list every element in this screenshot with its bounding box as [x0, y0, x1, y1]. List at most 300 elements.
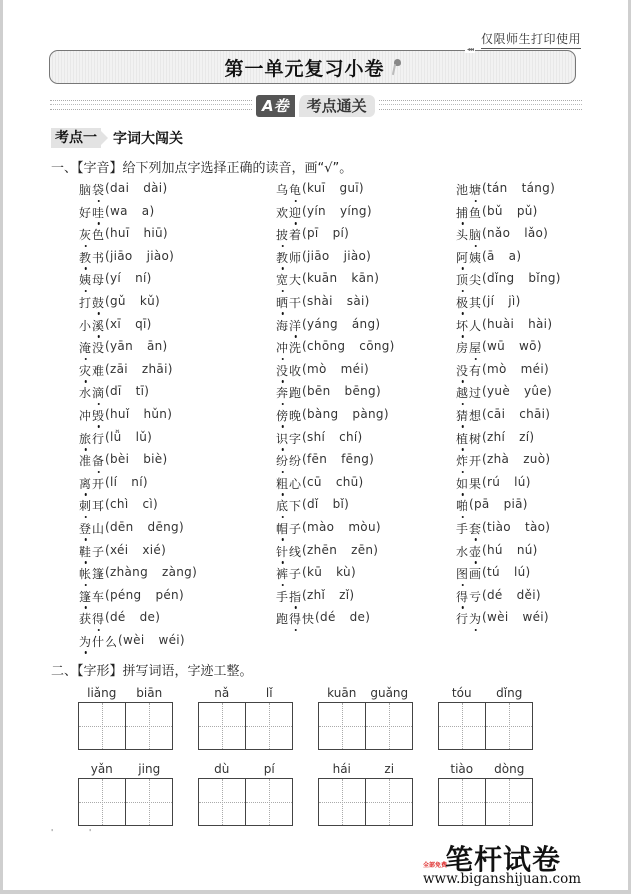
pronunciation-item: [79, 271, 197, 294]
pinyin-options: (bǔ pǔ): [482, 203, 538, 218]
pinyin-options: (mào mòu): [302, 519, 381, 534]
paper-section-bar: [50, 95, 582, 117]
pinyin-2: lǐ: [265, 686, 273, 700]
pinyin-option-2[interactable]: lǎo: [524, 226, 544, 241]
pinyin-option-1[interactable]: bèi: [110, 452, 130, 467]
pronunciation-item: [79, 520, 197, 543]
pinyin-options: (dai dài): [105, 181, 168, 195]
pinyin-option-2[interactable]: xié: [142, 542, 162, 557]
word: 晒干: [276, 295, 303, 310]
pinyin-1: yǎn: [90, 762, 113, 776]
pinyin-option-1[interactable]: lí: [110, 474, 118, 489]
pinyin-option-1[interactable]: mò: [307, 361, 327, 376]
pinyin-option-2[interactable]: zǐ: [339, 587, 350, 602]
pinyin-options: (dī tī): [105, 384, 150, 399]
section-heading: [51, 128, 183, 148]
pronunciation-item: [276, 430, 395, 453]
pinyin-option-2[interactable]: hiū: [143, 226, 163, 241]
pinyin-option-1[interactable]: fēn: [307, 452, 328, 467]
pinyin-options: (kū kù): [302, 565, 356, 580]
pinyin-option-2[interactable]: yíng: [339, 203, 367, 218]
pronunciation-item: [276, 226, 395, 249]
pronunciation-item: [276, 339, 395, 362]
pinyin-option-1[interactable]: dai: [110, 181, 130, 195]
pinyin-1: tóu: [451, 686, 472, 700]
question-2-prompt: 二、【字形】拼写词语，字迹工整。: [51, 664, 253, 679]
pronunciation-item: [456, 475, 561, 498]
pinyin-option-1[interactable]: cū: [307, 474, 322, 489]
pinyin-option-2[interactable]: kǔ: [139, 293, 155, 308]
pinyin-option-2[interactable]: biè: [143, 452, 163, 467]
pinyin-option-2[interactable]: pén: [155, 587, 179, 602]
watermark-name: 笔杆试卷: [445, 843, 562, 876]
word: 刺耳: [79, 499, 106, 514]
pinyin-option-1[interactable]: jiāo: [110, 248, 133, 263]
pinyin-option-2[interactable]: zí: [519, 429, 530, 444]
pinyin-option-2[interactable]: cōng: [359, 339, 390, 354]
pinyin-option-1[interactable]: péng: [110, 587, 142, 602]
pinyin-options: (dé de): [315, 610, 371, 625]
word: 准备: [79, 454, 106, 469]
pinyin-option-2[interactable]: yûe: [524, 384, 548, 399]
pronunciation-item: [456, 520, 561, 543]
pinyin-option-2[interactable]: sài: [346, 293, 365, 308]
pinyin-option-1[interactable]: huài: [487, 316, 515, 331]
pinyin-option-1[interactable]: yáng: [307, 316, 338, 331]
pinyin-option-2[interactable]: tào: [524, 519, 546, 534]
pinyin-option-1[interactable]: zhēn: [307, 542, 338, 557]
pinyin-options: (zhǐ zǐ): [302, 587, 355, 602]
pinyin-options: (jiāo jiào): [105, 248, 175, 263]
pinyin-option-1[interactable]: bàng: [307, 406, 339, 421]
tianzige-boxes: [198, 778, 293, 826]
watermark-url: www.biganshijuan.com: [423, 871, 582, 887]
pinyin-option-1[interactable]: xī: [110, 316, 122, 331]
pinyin-option-2[interactable]: a: [508, 248, 517, 263]
pinyin-option-1[interactable]: dé: [487, 587, 503, 602]
pinyin-option-1[interactable]: hú: [487, 542, 503, 557]
pronunciation-item: [456, 430, 561, 453]
writing-cell[interactable]: [199, 779, 245, 825]
pinyin-option-2[interactable]: pǔ: [516, 203, 533, 218]
writing-group: [78, 762, 173, 826]
pinyin-option-1[interactable]: kuān: [307, 271, 338, 286]
pinyin-option-2[interactable]: bǐng: [528, 271, 556, 286]
pinyin-options: (fēn fēng): [302, 452, 375, 467]
pinyin-1: tiào: [450, 762, 474, 776]
pinyin-option-1[interactable]: shài: [307, 293, 333, 308]
word: 淹没: [79, 341, 106, 356]
pinyin-options: (yí ní): [105, 271, 152, 286]
tianzige-boxes: [78, 778, 173, 826]
word: 捕鱼: [456, 205, 483, 220]
word: 篷车: [79, 589, 106, 604]
pronunciation-item: [79, 610, 197, 633]
pinyin-option-1[interactable]: zhà: [487, 452, 510, 467]
pinyin-row: [198, 686, 293, 702]
pinyin-option-2[interactable]: cì: [142, 497, 153, 512]
pinyin-options: (xī qī): [105, 316, 152, 331]
pinyin-option-2[interactable]: chí: [339, 429, 358, 444]
pronunciation-item: [456, 362, 561, 385]
pinyin-option-1[interactable]: kū: [307, 565, 323, 580]
pinyin-option-2[interactable]: wéi: [158, 632, 180, 647]
pronunciation-item: [276, 181, 395, 204]
pinyin-options: (wū wō): [482, 339, 542, 354]
pronunciation-item: [456, 226, 561, 249]
pinyin-option-2[interactable]: de: [139, 610, 156, 625]
pinyin-option-2[interactable]: jiào: [146, 248, 170, 263]
pinyin-options: (péng pén): [105, 587, 184, 602]
pinyin-option-2[interactable]: méi: [520, 361, 544, 376]
pinyin-options: (xéi xié): [105, 542, 167, 557]
pinyin-option-2[interactable]: hǔn: [143, 406, 168, 421]
pinyin-option-1[interactable]: shí: [307, 429, 326, 444]
pinyin-option-2[interactable]: bēng: [344, 384, 376, 399]
pinyin-option-1[interactable]: wa: [110, 203, 128, 218]
writing-cell[interactable]: [365, 703, 412, 749]
word: 头脑: [456, 228, 483, 243]
pinyin-option-2[interactable]: pí: [332, 226, 345, 241]
tianzige-boxes: [198, 702, 293, 750]
pinyin-option-2[interactable]: a: [141, 203, 150, 218]
pinyin-option-2[interactable]: kù: [336, 565, 351, 580]
pinyin-options: (pī pí): [302, 226, 350, 241]
pinyin-option-1[interactable]: ā: [487, 248, 495, 263]
pinyin-option-2[interactable]: wō: [519, 339, 537, 354]
title-banner: [49, 46, 576, 84]
pinyin-2: dòng: [494, 762, 525, 776]
pinyin-option-1[interactable]: jí: [487, 293, 495, 308]
pinyin-options: (chōng cōng): [302, 339, 395, 354]
pinyin-option-1[interactable]: dé: [110, 610, 126, 625]
pinyin-option-1[interactable]: huī: [110, 226, 130, 241]
word: 披着: [276, 228, 303, 243]
pronunciation-item: [456, 204, 561, 227]
word: 针线: [276, 544, 303, 559]
pronunciation-column-3: [456, 181, 561, 633]
pinyin-options: (zāi zhāi): [105, 361, 173, 376]
pinyin-option-1[interactable]: zhǐ: [307, 587, 326, 602]
writing-group: [78, 686, 173, 750]
word: 冲毁: [79, 408, 106, 423]
pinyin-option-2[interactable]: zàng: [162, 565, 193, 580]
writing-cell[interactable]: [319, 703, 365, 749]
word: 坏人: [456, 318, 483, 333]
pinyin-options: (ā a): [482, 248, 522, 263]
word: 识字: [276, 431, 303, 446]
pinyin-option-1[interactable]: kuī: [307, 181, 326, 195]
writing-group: [318, 686, 413, 750]
pinyin-options: (huài hài): [482, 316, 553, 331]
pinyin-options: (chì cì): [105, 497, 158, 512]
pinyin-options: (shài sài): [302, 293, 370, 308]
pinyin-options: (zhēn zēn): [302, 542, 379, 557]
pinyin-option-2[interactable]: hài: [528, 316, 548, 331]
word: 裤子: [276, 567, 303, 582]
pinyin-options: (hú nú): [482, 542, 538, 557]
pinyin-options: (dé děi): [482, 587, 541, 602]
pinyin-option-1[interactable]: jiāo: [307, 248, 330, 263]
pinyin-option-1[interactable]: tú: [487, 565, 500, 580]
pinyin-option-2[interactable]: mòu: [348, 519, 376, 534]
pinyin-options: (bàng pàng): [302, 406, 389, 421]
writing-group: [198, 762, 293, 826]
pronunciation-item: [456, 384, 561, 407]
pinyin-options: (cū chū): [302, 474, 364, 489]
pinyin-option-1[interactable]: yín: [307, 203, 326, 218]
pinyin-options: (lǚ lǔ): [105, 429, 153, 444]
pinyin-options: (nǎo lǎo): [482, 226, 549, 241]
pinyin-option-1[interactable]: yí: [110, 271, 122, 286]
pronunciation-item: [276, 588, 395, 611]
pinyin-option-2[interactable]: fēng: [341, 452, 370, 467]
writing-cell[interactable]: [439, 779, 485, 825]
word: 跑得快: [276, 612, 316, 627]
word: 鞋子: [79, 544, 106, 559]
pronunciation-item: [456, 407, 561, 430]
pinyin-option-1[interactable]: chì: [110, 497, 129, 512]
pinyin-row: [198, 762, 293, 778]
pinyin-2: jing: [138, 762, 161, 776]
pronunciation-item: [79, 452, 197, 475]
arrow-deco-icon: ◂◂◂: [466, 46, 473, 53]
pinyin-option-1[interactable]: wèi: [123, 632, 145, 647]
pinyin-option-1[interactable]: wū: [487, 339, 506, 354]
pinyin-options: (cāi chāi): [482, 406, 551, 421]
word: 纷纷: [276, 454, 303, 469]
paper-subtitle: 考点通关: [295, 95, 375, 117]
pinyin-option-2[interactable]: zuò: [523, 452, 546, 467]
pronunciation-item: [276, 294, 395, 317]
pinyin-options: (zhí zí): [482, 429, 535, 444]
word: 植树: [456, 431, 483, 446]
pinyin-option-2[interactable]: děi: [516, 587, 536, 602]
pinyin-option-1[interactable]: zhàng: [110, 565, 148, 580]
pronunciation-item: [79, 543, 197, 566]
writing-cell[interactable]: [125, 703, 172, 749]
pinyin-option-1[interactable]: dēn: [110, 519, 134, 534]
pinyin-option-1[interactable]: tán: [487, 181, 508, 195]
word: 水滴: [79, 386, 106, 401]
pinyin-options: (dé de): [105, 610, 161, 625]
pinyin-option-2[interactable]: dēng: [147, 519, 179, 534]
word: 获得: [79, 612, 106, 627]
word: 海洋: [276, 318, 303, 333]
pinyin-options: (yáng áng): [302, 316, 381, 331]
word: 奔跑: [276, 386, 303, 401]
word: 帐篷: [79, 567, 106, 582]
pinyin-options: (bēn bēng): [302, 384, 381, 399]
writing-cell[interactable]: [199, 703, 245, 749]
pinyin-option-1[interactable]: tiào: [487, 519, 511, 534]
word: 打鼓: [79, 295, 106, 310]
word: 乌龟: [276, 183, 303, 197]
pinyin-option-2[interactable]: kān: [351, 271, 375, 286]
pinyin-options: (bèi biè): [105, 452, 168, 467]
word: 得亏: [456, 589, 483, 604]
word: 脑袋: [79, 183, 106, 197]
pinyin-option-1[interactable]: huǐ: [110, 406, 130, 421]
stray-mark: ': [51, 828, 54, 837]
pinyin-option-2[interactable]: wéi: [522, 610, 544, 625]
pinyin-1: kuān: [327, 686, 357, 700]
pinyin-option-1[interactable]: pā: [474, 497, 490, 512]
pronunciation-item: [276, 384, 395, 407]
pinyin-option-1[interactable]: gǔ: [110, 293, 126, 308]
pinyin-options: (lí ní): [105, 474, 148, 489]
pronunciation-item: [276, 475, 395, 498]
word: 行为: [456, 612, 483, 627]
word: 手指: [276, 589, 303, 604]
pinyin-option-1[interactable]: zhí: [487, 429, 506, 444]
pinyin-option-2[interactable]: pàng: [352, 406, 384, 421]
pinyin-option-1[interactable]: mò: [487, 361, 507, 376]
word: 教书: [79, 250, 106, 265]
pinyin-option-2[interactable]: piā: [503, 497, 523, 512]
pinyin-options: (wa a): [105, 203, 155, 218]
pinyin-option-2[interactable]: méi: [340, 361, 364, 376]
pronunciation-item: [79, 249, 197, 272]
pinyin-option-2[interactable]: lǔ: [135, 429, 148, 444]
writing-cell[interactable]: [365, 779, 412, 825]
pinyin-option-1[interactable]: mào: [307, 519, 335, 534]
pinyin-2: zi: [384, 762, 395, 776]
pinyin-option-1[interactable]: dī: [110, 384, 122, 399]
pinyin-options: (wèi wéi): [118, 632, 185, 647]
word: 冲洗: [276, 341, 303, 356]
pronunciation-item: [276, 271, 395, 294]
word: 没收: [276, 363, 303, 378]
pinyin-option-2[interactable]: zhāi: [141, 361, 168, 376]
pinyin-option-1[interactable]: dǐng: [487, 271, 515, 286]
pinyin-option-2[interactable]: nú: [516, 542, 533, 557]
pinyin-1: liǎng: [87, 686, 117, 700]
pinyin-1: nǎ: [214, 686, 230, 700]
pinyin-options: (tán táng): [482, 181, 556, 195]
pinyin-option-1[interactable]: dé: [320, 610, 336, 625]
tianzige-boxes: [318, 778, 413, 826]
pronunciation-item: [276, 317, 395, 340]
pinyin-option-1[interactable]: yuè: [487, 384, 511, 399]
pinyin-options: (mò méi): [302, 361, 369, 376]
pinyin-1: hái: [332, 762, 351, 776]
watermark-free-label: 全部免费: [423, 862, 448, 869]
writing-cell[interactable]: [125, 779, 172, 825]
pronunciation-item: [276, 249, 395, 272]
pinyin-option-1[interactable]: lǚ: [110, 429, 122, 444]
pronunciation-item: [456, 565, 561, 588]
pinyin-option-2[interactable]: táng: [521, 181, 551, 195]
word: 啪: [456, 499, 470, 514]
pinyin-option-2[interactable]: qī: [135, 316, 147, 331]
pronunciation-item: [79, 633, 197, 656]
pronunciation-item: [276, 204, 395, 227]
pronunciation-item: [79, 407, 197, 430]
pinyin-option-2[interactable]: bǐ: [332, 497, 345, 512]
paper-tag: A卷: [256, 95, 295, 117]
word: 小溪: [79, 318, 106, 333]
pinyin-option-2[interactable]: chū: [335, 474, 359, 489]
pinyin-2: pí: [263, 762, 275, 776]
writing-group: [198, 686, 293, 750]
pinyin-option-1[interactable]: dǐ: [307, 497, 319, 512]
word: 教师: [276, 250, 303, 265]
writing-group: [438, 762, 533, 826]
pinyin-option-1[interactable]: bēn: [307, 384, 331, 399]
pinyin-option-1[interactable]: cāi: [487, 406, 506, 421]
pronunciation-item: [79, 317, 197, 340]
pinyin-option-2[interactable]: lú: [514, 474, 526, 489]
pinyin-options: (tiào tào): [482, 519, 551, 534]
pinyin-option-2[interactable]: tī: [135, 384, 145, 399]
pinyin-option-2[interactable]: dài: [143, 181, 163, 195]
pinyin-row: [318, 762, 413, 778]
pinyin-option-1[interactable]: bǔ: [487, 203, 503, 218]
pinyin-row: [438, 762, 533, 778]
pronunciation-item: [456, 294, 561, 317]
pinyin-option-2[interactable]: de: [349, 610, 366, 625]
pinyin-option-2[interactable]: guī: [339, 181, 359, 195]
pinyin-option-2[interactable]: ān: [146, 339, 163, 354]
writing-cell[interactable]: [439, 703, 485, 749]
writing-cell[interactable]: [79, 703, 125, 749]
pronunciation-item: [79, 226, 197, 249]
word: 越过: [456, 386, 483, 401]
pinyin-option-1[interactable]: nǎo: [487, 226, 511, 241]
pinyin-options: (huǐ hǔn): [105, 406, 173, 421]
writing-cell[interactable]: [79, 779, 125, 825]
pronunciation-column-1: [79, 181, 197, 655]
pinyin-option-1[interactable]: rú: [487, 474, 501, 489]
pinyin-options: (rú lú): [482, 474, 531, 489]
pronunciation-item: [79, 588, 197, 611]
writing-cell[interactable]: [245, 703, 292, 749]
pronunciation-column-2: [276, 181, 395, 633]
pinyin-option-2[interactable]: jì: [508, 293, 516, 308]
tianzige-boxes: [318, 702, 413, 750]
pinyin-option-1[interactable]: xéi: [110, 542, 129, 557]
pronunciation-item: [456, 497, 561, 520]
pronunciation-item: [276, 497, 395, 520]
word: 粗心: [276, 476, 303, 491]
pinyin-option-1[interactable]: wèi: [487, 610, 509, 625]
pinyin-options: (yuè yûe): [482, 384, 552, 399]
word: 猜想: [456, 408, 483, 423]
pinyin-options: (yín yíng): [302, 203, 372, 218]
pinyin-option-1[interactable]: zāi: [110, 361, 128, 376]
writing-cell[interactable]: [485, 703, 532, 749]
pinyin-option-2[interactable]: jiào: [343, 248, 367, 263]
pronunciation-item: [79, 294, 197, 317]
pinyin-option-2[interactable]: áng: [351, 316, 376, 331]
section-tag: 考点一: [51, 128, 101, 148]
pinyin-option-2[interactable]: lú: [513, 565, 526, 580]
pinyin-option-1[interactable]: yān: [110, 339, 133, 354]
writing-cell[interactable]: [485, 779, 532, 825]
pronunciation-item: [456, 181, 561, 204]
pinyin-option-2[interactable]: ní: [135, 271, 147, 286]
writing-cell[interactable]: [319, 779, 365, 825]
pinyin-option-1[interactable]: pī: [307, 226, 319, 241]
pinyin-option-1[interactable]: chōng: [307, 339, 346, 354]
pinyin-option-2[interactable]: zēn: [351, 542, 374, 557]
word: 如果: [456, 476, 483, 491]
pinyin-option-2[interactable]: ní: [131, 474, 143, 489]
writing-cell[interactable]: [245, 779, 292, 825]
pinyin-option-2[interactable]: chāi: [519, 406, 546, 421]
pronunciation-item: [456, 249, 561, 272]
